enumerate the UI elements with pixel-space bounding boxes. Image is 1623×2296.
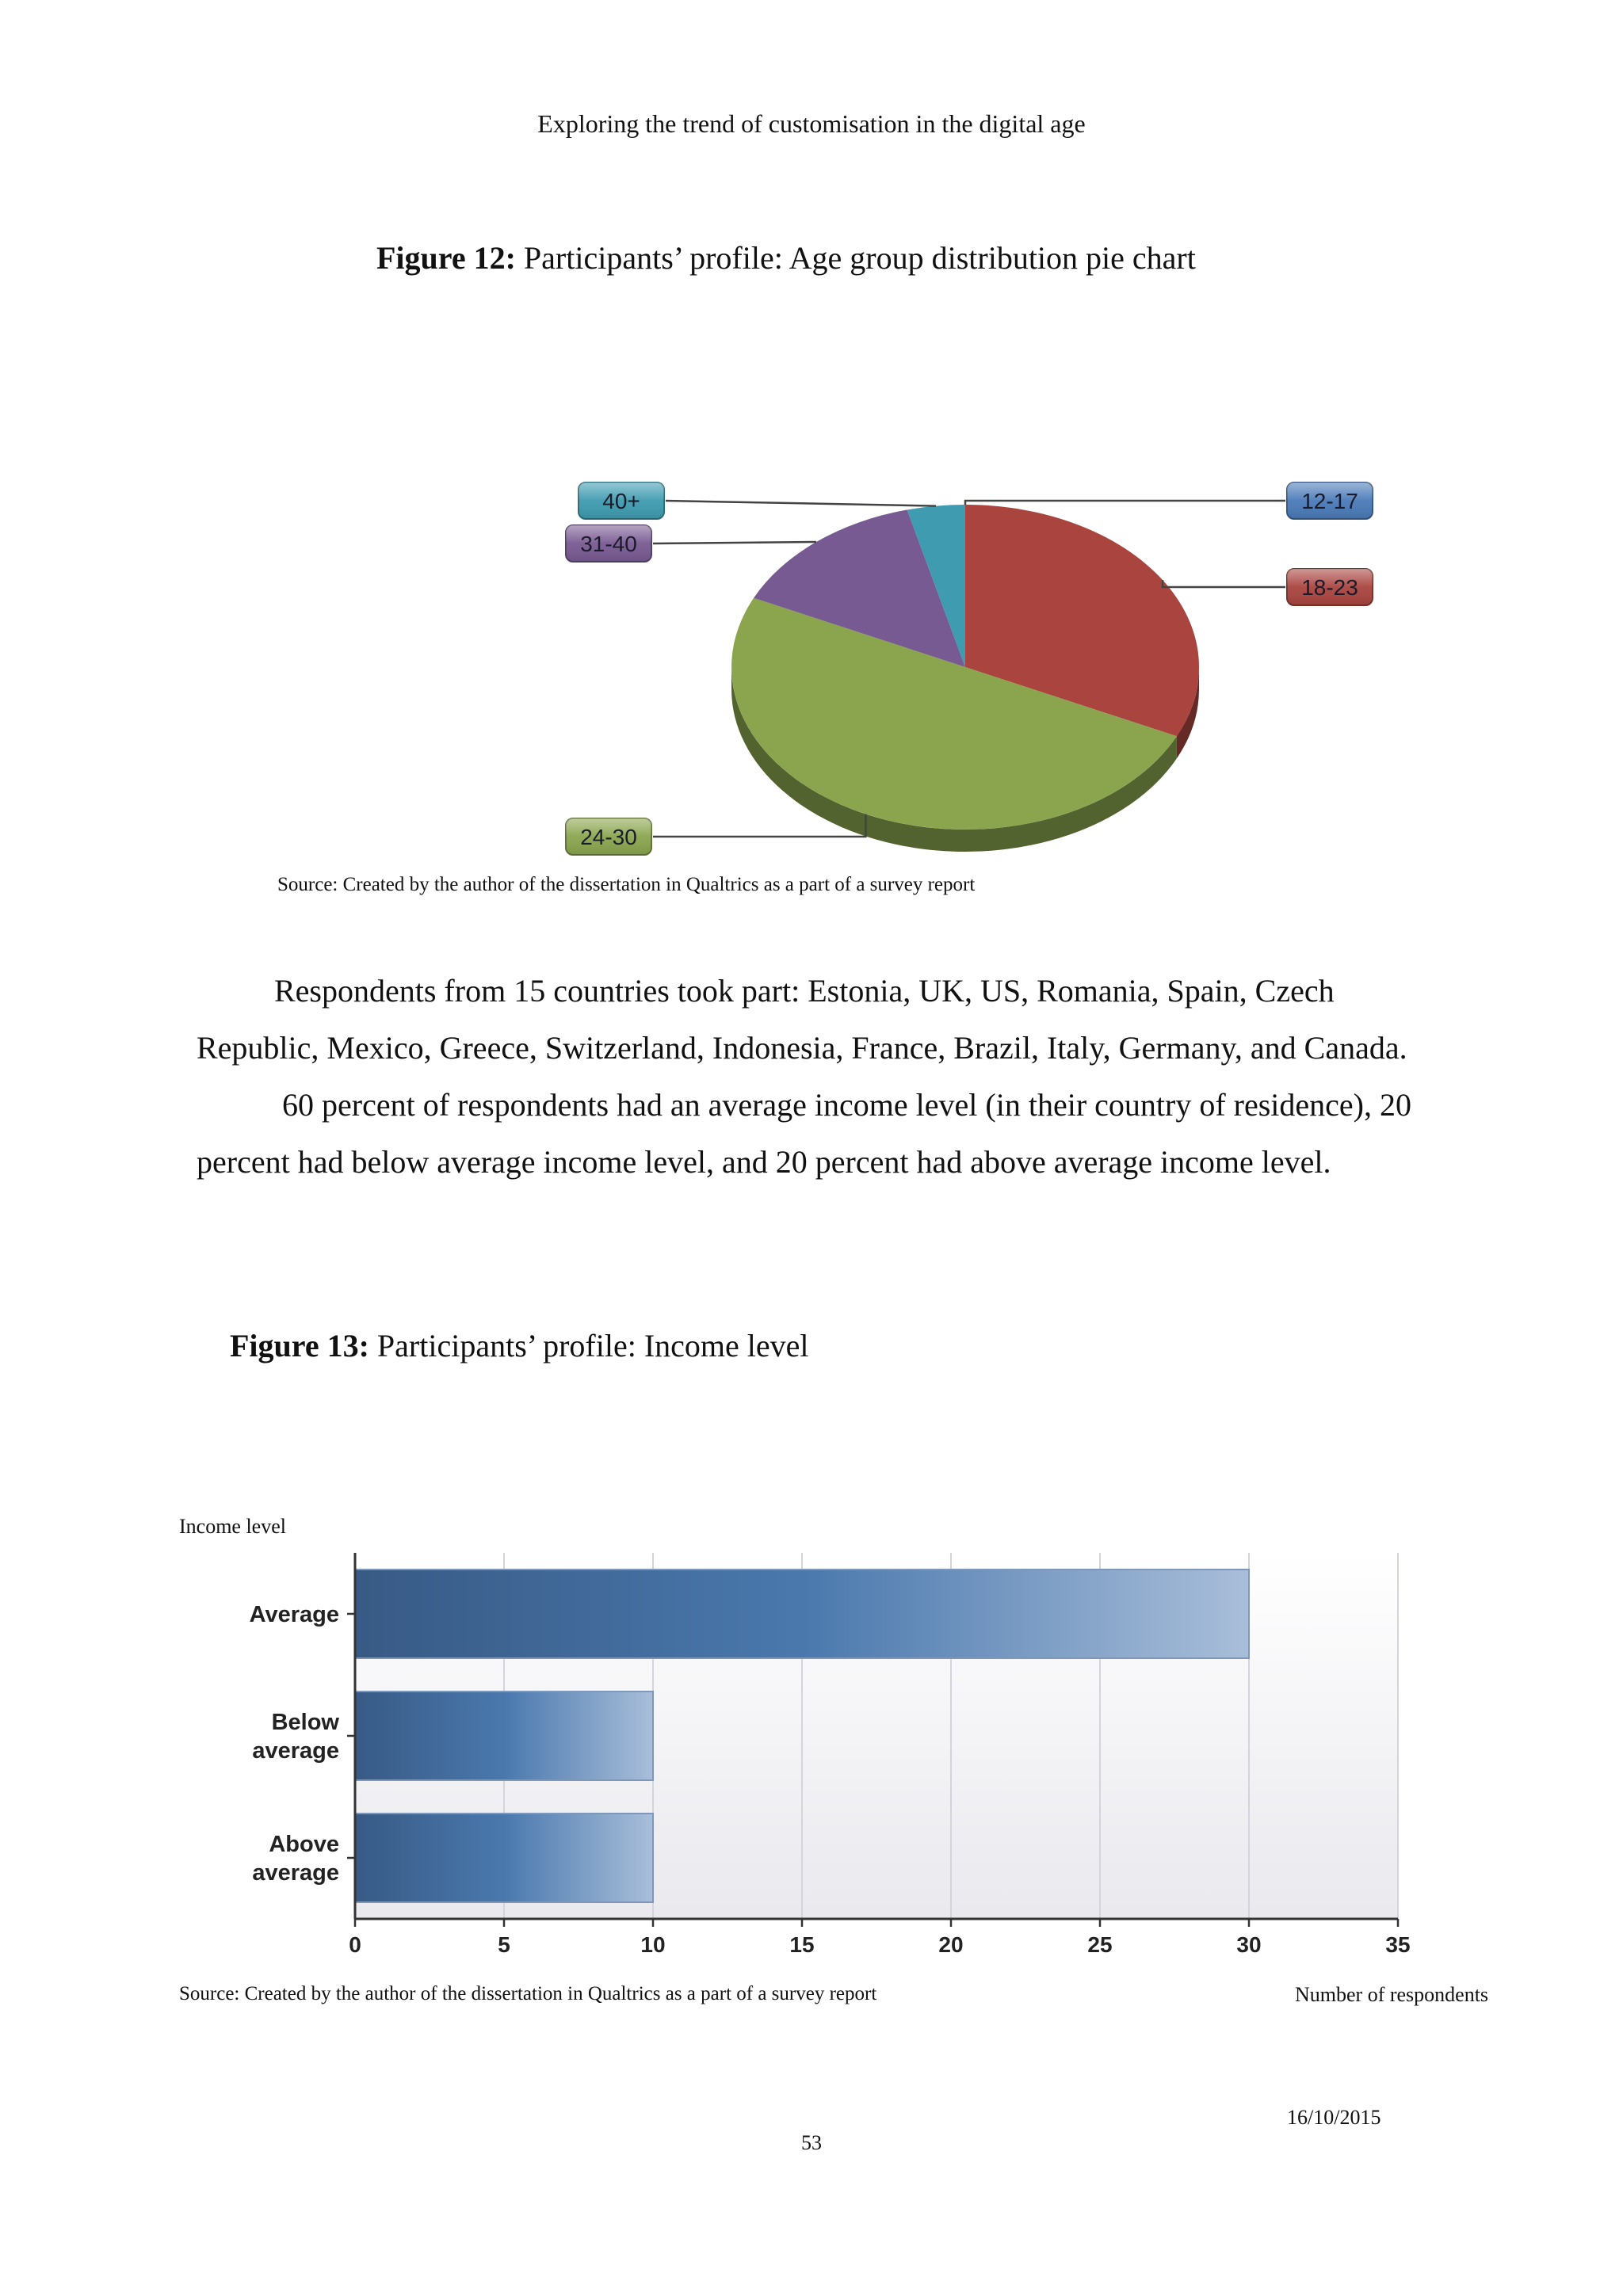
- figure-12-label: Figure 12:: [376, 240, 516, 276]
- x-tick-label: 15: [789, 1932, 815, 1957]
- figure-12-title: Participants’ profile: Age group distribution pie chart: [523, 240, 1196, 276]
- pie-leader-12-17: [965, 501, 1285, 505]
- x-tick-label: 0: [349, 1932, 361, 1957]
- page-number: 53: [801, 2131, 822, 2154]
- pie-leader-18-23: [1163, 580, 1285, 587]
- bar-above-average: [355, 1814, 653, 1902]
- paragraph-income: 60 percent of respondents had an average income level (in their country of residence), 20 percent had below average income level, and 20 percent had above average income level.: [197, 1087, 1411, 1180]
- x-tick-label: 25: [1087, 1932, 1113, 1957]
- age-pie-chart: [539, 460, 1395, 871]
- figure-13-caption: [230, 1327, 809, 1364]
- body-text: [197, 963, 1433, 1191]
- y-category-label: average: [252, 1860, 339, 1886]
- running-header: Exploring the trend of customisation in the digital age: [537, 109, 1086, 138]
- y-axis-title: Income level: [179, 1515, 286, 1538]
- pie-leader-40-: [666, 501, 936, 506]
- pie-label-40-: 40+: [602, 489, 640, 513]
- pie-leader-31-40: [653, 542, 816, 543]
- y-category-label: Average: [249, 1602, 339, 1627]
- pie-label-18-23: 18-23: [1301, 575, 1358, 600]
- pie-label-12-17: 12-17: [1301, 489, 1358, 513]
- figure-12-caption: [376, 239, 1196, 277]
- y-category-label: average: [252, 1738, 339, 1764]
- figure-12-source: Source: Created by the author of the dissertation in Qualtrics as a part of a survey report: [277, 874, 976, 895]
- x-tick-label: 30: [1236, 1932, 1262, 1957]
- income-bar-chart: [179, 1553, 1447, 1981]
- figure-13-source: Source: Created by the author of the dissertation in Qualtrics as a part of a survey report: [179, 1983, 877, 2004]
- x-tick-label: 10: [640, 1932, 666, 1957]
- x-tick-label: 35: [1385, 1932, 1411, 1957]
- x-axis-title: Number of respondents: [1295, 1983, 1489, 2006]
- pie-label-31-40: 31-40: [580, 532, 637, 556]
- x-tick-label: 20: [938, 1932, 964, 1957]
- bar-average: [355, 1569, 1249, 1658]
- bar-below-average: [355, 1691, 653, 1780]
- y-category-label: Above: [269, 1832, 339, 1857]
- footer-date: 16/10/2015: [1287, 2106, 1381, 2129]
- paragraph-countries: Respondents from 15 countries took part: Estonia, UK, US, Romania, Spain, Czech Republic, Mexico, Greece, Switzerland, Indonesia, France, Brazil, Italy, Germany, and Canada.: [197, 973, 1407, 1066]
- x-tick-label: 5: [498, 1932, 510, 1957]
- pie-label-24-30: 24-30: [580, 825, 637, 849]
- figure-13-title: Participants’ profile: Income level: [376, 1328, 809, 1363]
- y-category-label: Below: [271, 1710, 339, 1735]
- figure-13-label: Figure 13:: [230, 1328, 369, 1363]
